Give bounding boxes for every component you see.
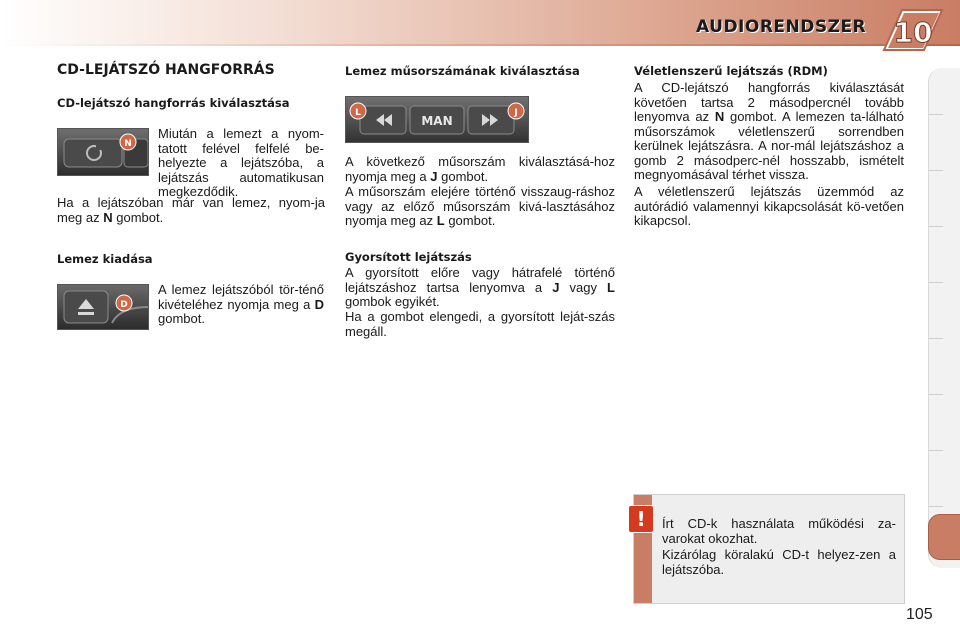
select-cd-paragraph: Miután a lemezt a nyom-tatott felével felfelé be-helyezte a lejátszóba, a lejátszás automatikusan megkezdődik. xyxy=(158,126,324,199)
section-title: AUDIORENDSZER xyxy=(696,17,867,37)
man-button-label: MAN xyxy=(421,114,453,128)
random-off-paragraph: A véletlenszerű lejátszás üzemmód az autórádió valamennyi kikapcsolását kö-vetően kikapcsol. xyxy=(634,184,904,228)
d-button-label: D xyxy=(120,300,128,310)
man-buttons-photo xyxy=(345,96,529,143)
subheading-track-select: Lemez műsorszámának kiválasztása xyxy=(345,64,580,78)
next-track-paragraph: A következő műsorszám kiválasztásá-hoz nyomja meg a J gombot. xyxy=(345,154,615,184)
page-number: 105 xyxy=(906,606,933,623)
eject-paragraph: A lemez lejátszóból tör-ténő kivételéhez nyomja meg a D gombot. xyxy=(158,282,324,326)
header-divider xyxy=(0,44,960,46)
random-play-paragraph: A CD-lejátszó hangforrás kiválasztását követően tartsa 2 másodpercnél tovább lenyomva az N gombot. A lemezen ta-lálható műsorszámok véletlenszerű sorrendben kerülnek lejátszásra. A nor-mál lejátszáshoz a gomb 2 másodperc-nél hosszabb, ismételt megnyomásával térhet vissza. xyxy=(634,80,904,182)
previous-track-paragraph: A műsorszám elejére történő visszaug-ráshoz vagy az előző műsorszám kivá-lasztásához nyomja meg az L gombot. xyxy=(345,184,615,228)
subheading-eject: Lemez kiadása xyxy=(57,252,153,266)
subheading-random-play: Véletlenszerű lejátszás (RDM) xyxy=(634,64,828,78)
fast-play-paragraph: A gyorsított előre vagy hátrafelé történő lejátszáshoz tartsa lenyomva a J vagy L gombok egyikét. xyxy=(345,265,615,309)
chapter-tab-rail xyxy=(928,68,960,568)
chapter-badge xyxy=(880,6,944,54)
active-chapter-tab xyxy=(928,514,960,560)
chapter-number: 10 xyxy=(893,16,933,49)
warning-text-2: Kizárólag köralakú CD-t helyez-zen a lejátszóba. xyxy=(662,547,896,577)
warning-text-1: Írt CD-k használata működési za-varokat okozhat. xyxy=(662,516,896,546)
page-heading: CD-LEJÁTSZÓ HANGFORRÁS xyxy=(57,62,275,78)
n-button-label: N xyxy=(124,139,132,149)
disc-present-paragraph: Ha a lejátszóban már van lemez, nyom-ja meg az N gombot. xyxy=(57,195,325,225)
n-button-photo xyxy=(57,128,149,176)
l-button-label: L xyxy=(355,108,361,118)
warning-icon: ! xyxy=(628,505,654,533)
d-button-photo xyxy=(57,284,149,330)
j-button-label: J xyxy=(514,108,518,118)
fast-play-stop-paragraph: Ha a gombot elengedi, a gyorsított leját-szás megáll. xyxy=(345,309,615,339)
subheading-fast-play: Gyorsított lejátszás xyxy=(345,250,472,264)
warning-box xyxy=(633,494,905,604)
subheading-select-cd: CD-lejátszó hangforrás kiválasztása xyxy=(57,96,290,110)
